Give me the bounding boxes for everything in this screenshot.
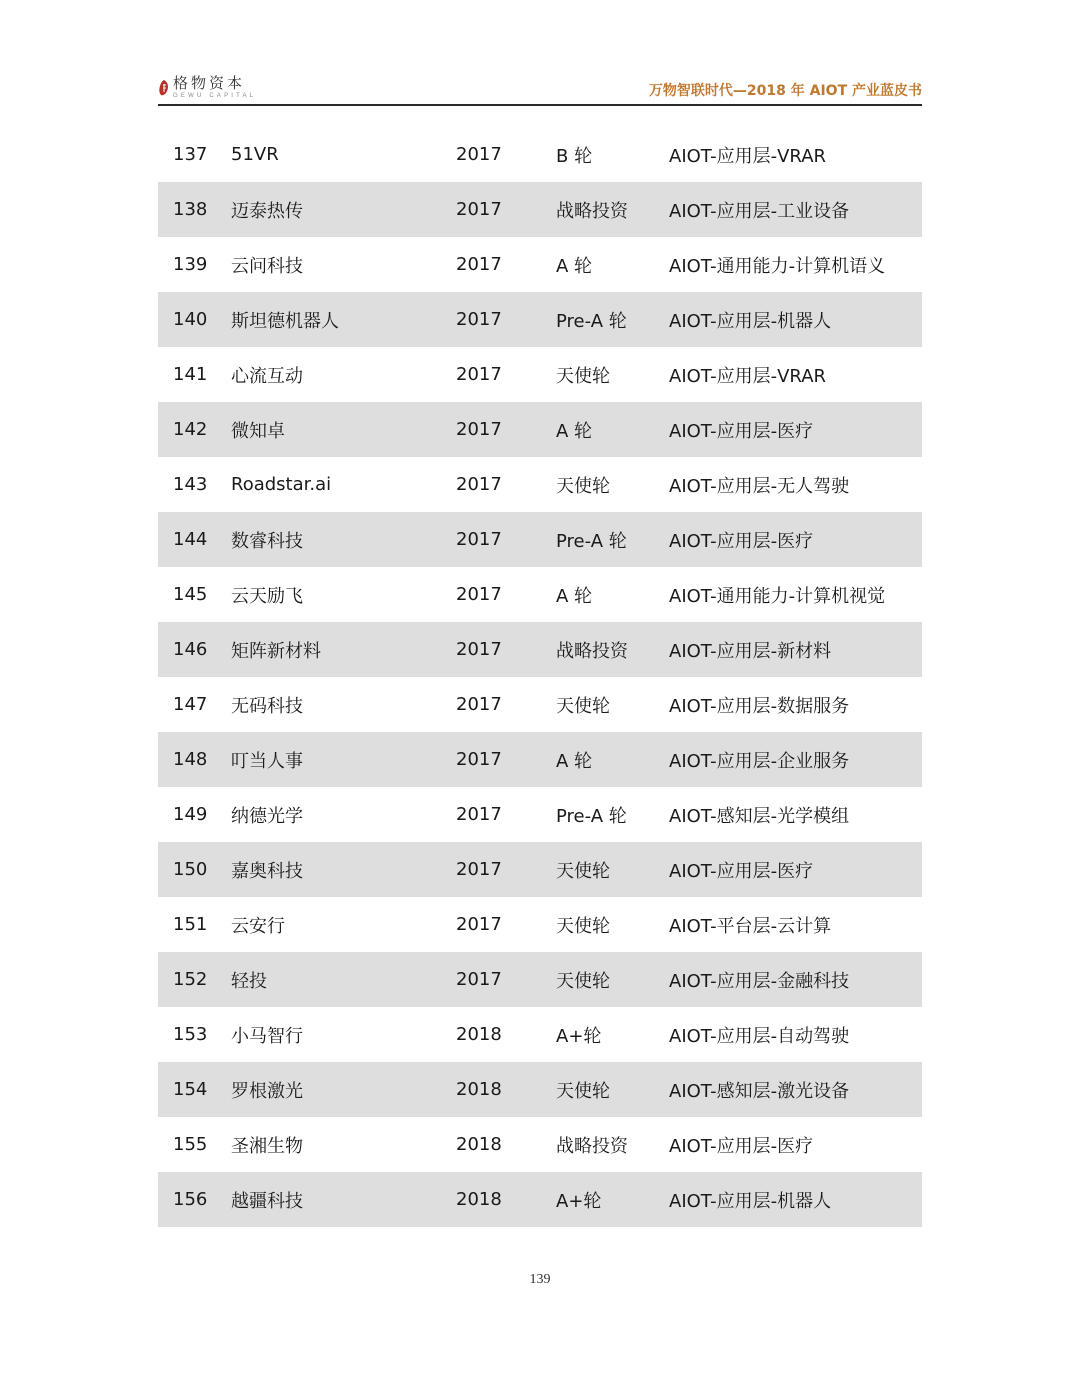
- cell-company-name: 数睿科技: [231, 530, 303, 552]
- cell-year: 2017: [456, 199, 502, 220]
- cell-category: AIOT-应用层-医疗: [669, 860, 814, 882]
- cell-year: 2018: [456, 1189, 502, 1210]
- cell-company-name: 圣湘生物: [231, 1135, 303, 1157]
- table-row: [158, 622, 922, 677]
- table-row: [158, 237, 922, 292]
- table-row: [158, 842, 922, 897]
- cell-company-name: 嘉奥科技: [231, 860, 303, 882]
- logo-name-cn: 格物资本: [173, 74, 246, 92]
- cell-category: AIOT-应用层-医疗: [669, 1135, 814, 1157]
- cell-company-name: 越疆科技: [231, 1190, 303, 1212]
- investment-table: [158, 127, 922, 1227]
- cell-funding-round: 天使轮: [556, 1080, 610, 1102]
- cell-category: AIOT-通用能力-计算机视觉: [669, 585, 886, 607]
- table-row: [158, 127, 922, 182]
- cell-number: 137: [173, 144, 208, 165]
- table-row: [158, 897, 922, 952]
- cell-funding-round: A 轮: [556, 750, 593, 772]
- table-row: [158, 732, 922, 787]
- cell-year: 2017: [456, 639, 502, 660]
- table-row: [158, 1062, 922, 1117]
- cell-company-name: 矩阵新材料: [231, 640, 321, 662]
- cell-year: 2017: [456, 969, 502, 990]
- table-row: [158, 512, 922, 567]
- cell-number: 147: [173, 694, 208, 715]
- cell-number: 155: [173, 1134, 208, 1155]
- cell-company-name: 斯坦德机器人: [231, 310, 339, 332]
- cell-category: AIOT-应用层-VRAR: [669, 365, 827, 387]
- cell-category: AIOT-感知层-激光设备: [669, 1080, 850, 1102]
- cell-category: AIOT-感知层-光学模组: [669, 805, 850, 827]
- table-row: [158, 787, 922, 842]
- cell-number: 141: [173, 364, 208, 385]
- cell-company-name: Roadstar.ai: [231, 474, 332, 495]
- cell-year: 2017: [456, 694, 502, 715]
- cell-company-name: 云天励飞: [231, 585, 303, 607]
- cell-year: 2018: [456, 1024, 502, 1045]
- cell-number: 153: [173, 1024, 208, 1045]
- cell-number: 146: [173, 639, 208, 660]
- cell-year: 2017: [456, 419, 502, 440]
- cell-funding-round: 天使轮: [556, 695, 610, 717]
- cell-number: 148: [173, 749, 208, 770]
- cell-category: AIOT-应用层-无人驾驶: [669, 475, 850, 497]
- cell-year: 2017: [456, 914, 502, 935]
- cell-company-name: 轻投: [231, 970, 267, 992]
- logo-name-en: GEWU CAPITAL: [173, 93, 257, 99]
- cell-company-name: 云安行: [231, 915, 285, 937]
- table-row: [158, 677, 922, 732]
- cell-number: 154: [173, 1079, 208, 1100]
- cell-number: 151: [173, 914, 208, 935]
- table-row: [158, 402, 922, 457]
- table-row: [158, 567, 922, 622]
- cell-number: 152: [173, 969, 208, 990]
- cell-year: 2017: [456, 529, 502, 550]
- cell-funding-round: 天使轮: [556, 475, 610, 497]
- cell-year: 2018: [456, 1134, 502, 1155]
- page-header: [158, 74, 922, 106]
- cell-funding-round: A+轮: [556, 1025, 602, 1047]
- cell-company-name: 云问科技: [231, 255, 303, 277]
- cell-year: 2018: [456, 1079, 502, 1100]
- cell-number: 156: [173, 1189, 208, 1210]
- table-row: [158, 1007, 922, 1062]
- cell-category: AIOT-应用层-新材料: [669, 640, 832, 662]
- cell-category: AIOT-应用层-医疗: [669, 530, 814, 552]
- cell-funding-round: 天使轮: [556, 365, 610, 387]
- cell-category: AIOT-应用层-企业服务: [669, 750, 850, 772]
- cell-category: AIOT-平台层-云计算: [669, 915, 832, 937]
- cell-company-name: 迈泰热传: [231, 200, 303, 222]
- page-number: 139: [529, 1272, 551, 1287]
- cell-category: AIOT-应用层-机器人: [669, 310, 832, 332]
- cell-company-name: 51VR: [231, 144, 279, 165]
- cell-category: AIOT-应用层-机器人: [669, 1190, 832, 1212]
- cell-number: 144: [173, 529, 208, 550]
- cell-company-name: 小马智行: [231, 1025, 303, 1047]
- cell-company-name: 叮当人事: [231, 750, 303, 772]
- cell-funding-round: A+轮: [556, 1190, 602, 1212]
- table-row: [158, 1117, 922, 1172]
- cell-number: 140: [173, 309, 208, 330]
- cell-company-name: 心流互动: [231, 365, 303, 387]
- cell-category: AIOT-通用能力-计算机语义: [669, 255, 886, 277]
- table-row: [158, 347, 922, 402]
- cell-funding-round: Pre-A 轮: [556, 530, 627, 552]
- cell-funding-round: Pre-A 轮: [556, 805, 627, 827]
- cell-year: 2017: [456, 804, 502, 825]
- cell-year: 2017: [456, 584, 502, 605]
- cell-number: 149: [173, 804, 208, 825]
- cell-number: 138: [173, 199, 208, 220]
- cell-funding-round: 天使轮: [556, 915, 610, 937]
- cell-category: AIOT-应用层-VRAR: [669, 145, 827, 167]
- cell-category: AIOT-应用层-自动驾驶: [669, 1025, 850, 1047]
- cell-year: 2017: [456, 474, 502, 495]
- cell-funding-round: A 轮: [556, 585, 593, 607]
- table-row: [158, 1172, 922, 1227]
- cell-funding-round: 战略投资: [556, 640, 628, 662]
- cell-funding-round: A 轮: [556, 255, 593, 277]
- cell-funding-round: 天使轮: [556, 970, 610, 992]
- cell-category: AIOT-应用层-金融科技: [669, 970, 850, 992]
- cell-year: 2017: [456, 364, 502, 385]
- cell-company-name: 罗根激光: [231, 1080, 303, 1102]
- logo-seal-icon: [158, 79, 170, 97]
- cell-year: 2017: [456, 254, 502, 275]
- cell-year: 2017: [456, 309, 502, 330]
- table-row: [158, 182, 922, 237]
- cell-funding-round: 天使轮: [556, 860, 610, 882]
- document-title: 万物智联时代—2018 年 AIOT 产业蓝皮书: [648, 83, 922, 99]
- table-row: [158, 292, 922, 347]
- cell-company-name: 纳德光学: [231, 805, 303, 827]
- cell-year: 2017: [456, 144, 502, 165]
- cell-number: 139: [173, 254, 208, 275]
- cell-number: 143: [173, 474, 208, 495]
- cell-year: 2017: [456, 859, 502, 880]
- cell-category: AIOT-应用层-医疗: [669, 420, 814, 442]
- cell-funding-round: 战略投资: [556, 200, 628, 222]
- cell-funding-round: A 轮: [556, 420, 593, 442]
- cell-number: 145: [173, 584, 208, 605]
- cell-category: AIOT-应用层-工业设备: [669, 200, 850, 222]
- cell-company-name: 微知卓: [231, 420, 285, 442]
- table-row: [158, 457, 922, 512]
- cell-funding-round: Pre-A 轮: [556, 310, 627, 332]
- cell-category: AIOT-应用层-数据服务: [669, 695, 850, 717]
- cell-year: 2017: [456, 749, 502, 770]
- brand-logo: [158, 76, 256, 102]
- cell-number: 150: [173, 859, 208, 880]
- cell-funding-round: 战略投资: [556, 1135, 628, 1157]
- cell-company-name: 无码科技: [231, 695, 303, 717]
- cell-funding-round: B 轮: [556, 145, 593, 167]
- cell-number: 142: [173, 419, 208, 440]
- table-row: [158, 952, 922, 1007]
